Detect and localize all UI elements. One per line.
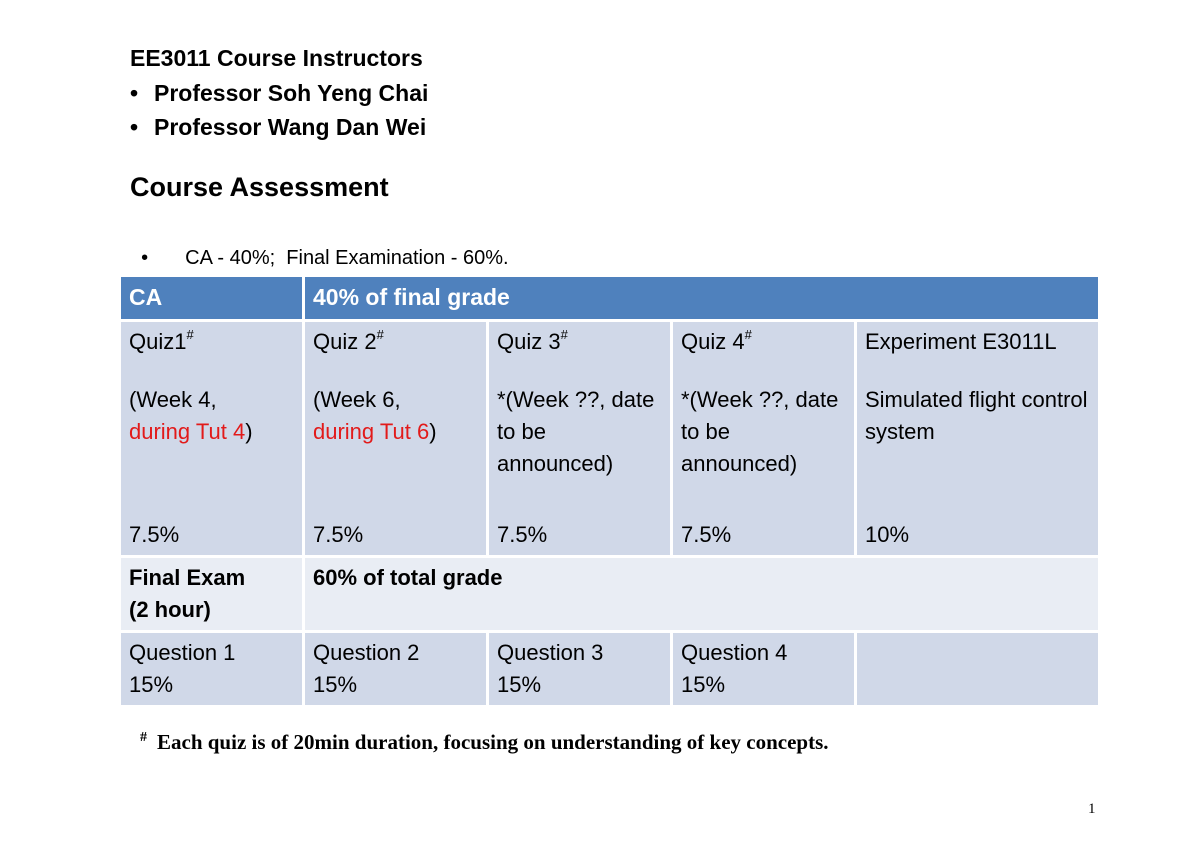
footnote-text: Each quiz is of 20min duration, focusing on understanding of key concepts. bbox=[157, 730, 829, 754]
ca-item-desc: *(Week ??, date to be announced) bbox=[497, 387, 655, 476]
ca-item-name: Quiz 3# bbox=[497, 326, 568, 354]
ca-item-cell bbox=[857, 322, 1098, 555]
ca-item-cell bbox=[489, 322, 670, 555]
final-exam-value: 60% of total grade bbox=[305, 558, 1098, 630]
ca-item-name: Quiz1# bbox=[129, 326, 194, 354]
instructor-name: Professor Wang Dan Wei bbox=[154, 114, 427, 140]
bullet-icon: • bbox=[130, 80, 139, 106]
instructors-title: EE3011 Course Instructors bbox=[130, 45, 423, 71]
ca-item-desc: *(Week ??, date to be announced) bbox=[681, 387, 839, 476]
ca-item-percent: 7.5% bbox=[681, 522, 732, 547]
bullet-icon: • bbox=[141, 247, 149, 269]
ca-item-name: Quiz 4# bbox=[681, 326, 752, 354]
question-cell: Question 4 15% bbox=[673, 633, 854, 705]
ca-item-percent: 7.5% bbox=[129, 522, 180, 547]
grade-table bbox=[118, 274, 1101, 708]
ca-item-desc: (Week 4, during Tut 4) bbox=[129, 387, 253, 444]
assessment-title: Course Assessment bbox=[130, 172, 389, 202]
ca-item-cell bbox=[305, 322, 486, 555]
ca-header-value: 40% of final grade bbox=[305, 277, 1098, 319]
questions-row bbox=[121, 633, 1098, 705]
ca-items-row bbox=[121, 322, 1098, 555]
final-exam-label: Final Exam (2 hour) bbox=[121, 558, 302, 630]
empty-cell bbox=[857, 633, 1098, 705]
instructor-item bbox=[130, 80, 428, 107]
ca-item-desc: Simulated flight control system bbox=[865, 387, 1088, 444]
question-cell: Question 3 15% bbox=[489, 633, 670, 705]
ca-item-desc: (Week 6, during Tut 6) bbox=[313, 387, 437, 444]
footnote-mark: # bbox=[140, 730, 147, 745]
ca-item-cell bbox=[673, 322, 854, 555]
ca-item-percent: 7.5% bbox=[313, 522, 364, 547]
final-exam-row bbox=[121, 558, 1098, 630]
bullet-icon: • bbox=[130, 114, 139, 140]
assessment-summary-text: CA - 40%; Final Examination - 60%. bbox=[185, 247, 509, 269]
ca-header-row bbox=[121, 277, 1098, 319]
instructor-item bbox=[130, 114, 426, 141]
assessment-summary bbox=[130, 224, 509, 270]
page-number: 1 bbox=[1088, 801, 1096, 817]
footnote bbox=[140, 730, 829, 755]
ca-item-cell bbox=[121, 322, 302, 555]
ca-item-percent: 10% bbox=[865, 522, 910, 547]
question-cell: Question 1 15% bbox=[121, 633, 302, 705]
ca-item-name: Experiment E3011L bbox=[865, 329, 1057, 354]
question-cell: Question 2 15% bbox=[305, 633, 486, 705]
instructor-name: Professor Soh Yeng Chai bbox=[154, 80, 429, 106]
ca-item-percent: 7.5% bbox=[497, 522, 548, 547]
ca-item-name: Quiz 2# bbox=[313, 326, 384, 354]
ca-header-label: CA bbox=[121, 277, 302, 319]
